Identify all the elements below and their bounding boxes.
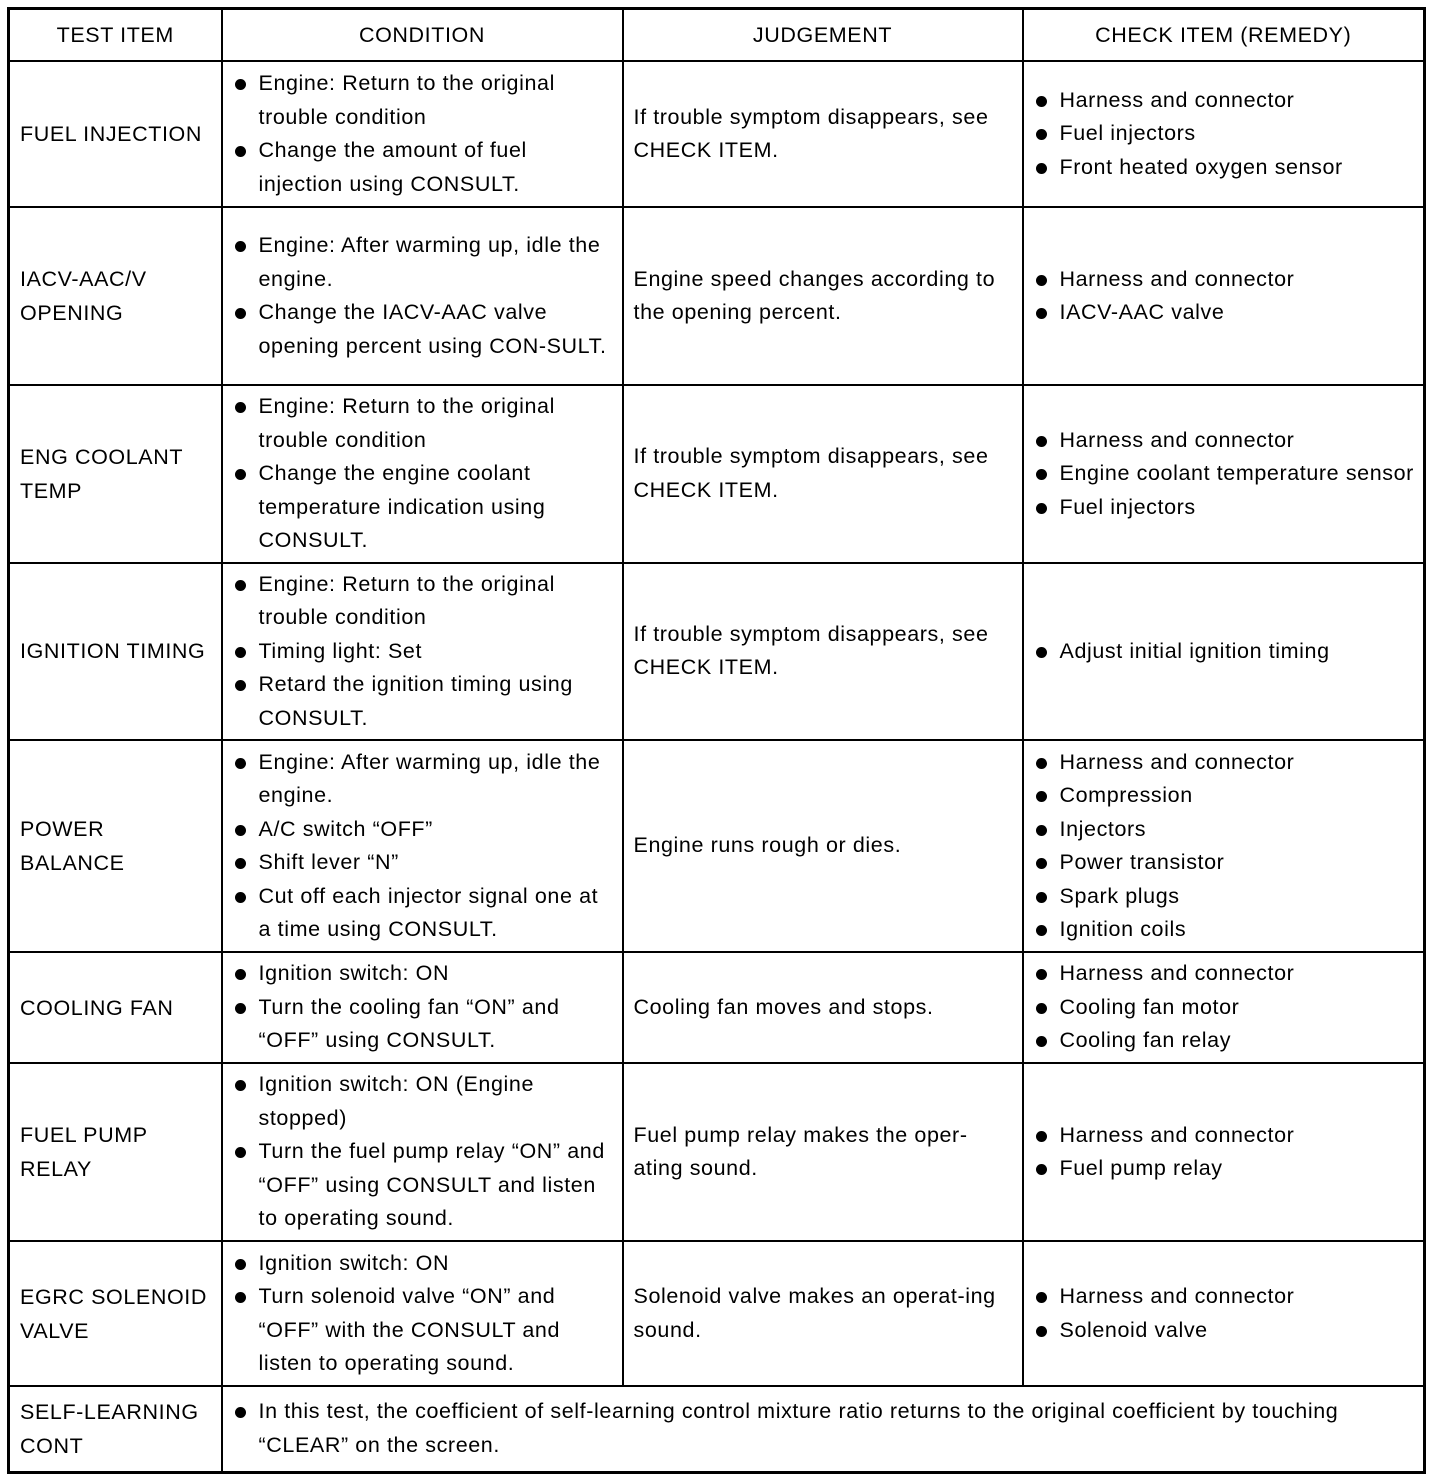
check-item-cell	[1023, 207, 1425, 385]
judgement-cell: Cooling fan moves and stops.	[623, 952, 1023, 1063]
judgement-cell: Solenoid valve makes an operat-ing sound.	[623, 1241, 1023, 1386]
condition-item: Change the engine coolant temperature indication using CONSULT.	[233, 457, 616, 558]
table-row	[9, 207, 1425, 385]
condition-item: Shift lever “N”	[233, 846, 616, 880]
condition-item: Retard the ignition timing using CONSULT.	[233, 668, 616, 735]
condition-list	[233, 957, 616, 1058]
condition-list	[233, 1395, 1418, 1462]
test-item-label: IACV-AAC/V	[20, 267, 147, 291]
condition-cell	[222, 1241, 623, 1386]
header-row	[9, 9, 1425, 62]
check-item: Harness and connector	[1034, 746, 1418, 780]
header-condition: CONDITION	[222, 9, 623, 62]
test-item-label: ENG COOLANT	[20, 444, 184, 469]
condition-cell	[222, 740, 623, 952]
condition-list	[233, 390, 616, 558]
test-item-label: VALVE	[20, 1318, 90, 1343]
check-item: Harness and connector	[1034, 84, 1418, 118]
condition-item: A/C switch “OFF”	[233, 813, 616, 847]
test-item-cell	[9, 61, 222, 207]
condition-list	[233, 1247, 616, 1381]
check-item: Fuel injectors	[1034, 117, 1418, 151]
condition-item: Engine: After warming up, idle the engine.	[233, 229, 616, 296]
judgement-cell: If trouble symptom disappears, see CHECK ITEM.	[623, 385, 1023, 563]
check-item: Fuel injectors	[1034, 491, 1418, 525]
check-item-cell	[1023, 1063, 1425, 1241]
test-item-cell	[9, 740, 222, 952]
condition-item: Change the amount of fuel injection using CONSULT.	[233, 134, 616, 201]
test-item-cell	[9, 1241, 222, 1386]
check-item: Front heated oxygen sensor	[1034, 151, 1418, 185]
check-list	[1034, 263, 1418, 330]
check-item: Harness and connector	[1034, 1280, 1418, 1314]
header-check-item: CHECK ITEM (REMEDY)	[1023, 9, 1425, 62]
table-row	[9, 952, 1425, 1063]
check-item: Fuel pump relay	[1034, 1152, 1418, 1186]
condition-list	[233, 568, 616, 736]
check-list	[1034, 746, 1418, 947]
condition-list	[233, 67, 616, 201]
condition-item: Ignition switch: ON	[233, 1247, 616, 1281]
test-item-label: POWER	[20, 817, 105, 841]
test-item-label: TEMP	[20, 478, 83, 503]
check-item: Adjust initial ignition timing	[1034, 635, 1418, 669]
check-item: Injectors	[1034, 813, 1418, 847]
condition-cell	[222, 1386, 1425, 1472]
check-item: Harness and connector	[1034, 263, 1418, 297]
condition-list	[233, 229, 616, 363]
check-item: Harness and connector	[1034, 1119, 1418, 1153]
test-item-cell	[9, 1063, 222, 1241]
check-item-cell	[1023, 740, 1425, 952]
judgement-cell: If trouble symptom disappears, see CHECK ITEM.	[623, 563, 1023, 741]
check-item: Compression	[1034, 779, 1418, 813]
condition-list	[233, 746, 616, 947]
condition-item: Engine: Return to the original trouble condition	[233, 568, 616, 635]
condition-item: Cut off each injector signal one at a time using CONSULT.	[233, 880, 616, 947]
table-row	[9, 61, 1425, 207]
table-row	[9, 1241, 1425, 1386]
condition-item: Engine: Return to the original trouble condition	[233, 67, 616, 134]
check-item: Spark plugs	[1034, 880, 1418, 914]
condition-cell	[222, 61, 623, 207]
check-item-cell	[1023, 61, 1425, 207]
check-item: Engine coolant temperature sensor	[1034, 457, 1418, 491]
check-item: Cooling fan motor	[1034, 991, 1418, 1025]
condition-item: Ignition switch: ON	[233, 957, 616, 991]
check-item-cell	[1023, 563, 1425, 741]
condition-item: Engine: After warming up, idle the engine.	[233, 746, 616, 813]
test-item-cell	[9, 952, 222, 1063]
condition-item: Turn solenoid valve “ON” and “OFF” with the CONSULT and listen to operating sound.	[233, 1280, 616, 1381]
check-item: Cooling fan relay	[1034, 1024, 1418, 1058]
condition-item: Timing light: Set	[233, 635, 616, 669]
check-item: Harness and connector	[1034, 424, 1418, 458]
condition-item: Engine: Return to the original trouble condition	[233, 390, 616, 457]
judgement-cell: If trouble symptom disappears, see CHECK ITEM.	[623, 61, 1023, 207]
test-item-label: EGRC SOLENOID	[20, 1284, 208, 1309]
check-item-cell	[1023, 952, 1425, 1063]
check-item: Power transistor	[1034, 846, 1418, 880]
active-test-table	[7, 7, 1426, 1474]
judgement-cell: Fuel pump relay makes the oper-ating sound.	[623, 1063, 1023, 1241]
condition-item: Ignition switch: ON (Engine stopped)	[233, 1068, 616, 1135]
judgement-cell: Engine runs rough or dies.	[623, 740, 1023, 952]
table-row	[9, 740, 1425, 952]
condition-cell	[222, 563, 623, 741]
test-item-label: RELAY	[20, 1157, 92, 1181]
test-item-label: FUEL INJECTION	[20, 122, 203, 146]
header-test-item: TEST ITEM	[9, 9, 222, 62]
test-item-label: OPENING	[20, 301, 124, 325]
test-item-label: IGNITION TIMING	[20, 639, 206, 664]
check-item: Ignition coils	[1034, 913, 1418, 947]
check-list	[1034, 957, 1418, 1058]
test-item-label: COOLING FAN	[20, 995, 174, 1020]
condition-cell	[222, 1063, 623, 1241]
check-item: Solenoid valve	[1034, 1314, 1418, 1348]
table-row	[9, 563, 1425, 741]
test-item-cell	[9, 207, 222, 385]
table-row	[9, 1063, 1425, 1241]
check-item: IACV-AAC valve	[1034, 296, 1418, 330]
condition-item: Change the IACV-AAC valve opening percent using CON-SULT.	[233, 296, 616, 363]
check-list	[1034, 635, 1418, 669]
condition-list	[233, 1068, 616, 1236]
test-item-label: BALANCE	[20, 851, 125, 875]
check-list	[1034, 1119, 1418, 1186]
condition-cell	[222, 952, 623, 1063]
check-item-cell	[1023, 385, 1425, 563]
judgement-cell: Engine speed changes according to the opening percent.	[623, 207, 1023, 385]
test-item-label: SELF-LEARNING	[20, 1399, 199, 1424]
header-judgement: JUDGEMENT	[623, 9, 1023, 62]
check-item-cell	[1023, 1241, 1425, 1386]
test-item-cell	[9, 563, 222, 741]
check-item: Harness and connector	[1034, 957, 1418, 991]
condition-cell	[222, 385, 623, 563]
check-list	[1034, 1280, 1418, 1347]
condition-item: Turn the fuel pump relay “ON” and “OFF” using CONSULT and listen to operating sound.	[233, 1135, 616, 1236]
test-item-label: CONT	[20, 1433, 84, 1458]
condition-item: Turn the cooling fan “ON” and “OFF” using CONSULT.	[233, 991, 616, 1058]
table-row	[9, 385, 1425, 563]
table-row	[9, 1386, 1425, 1472]
test-item-label: FUEL PUMP	[20, 1123, 148, 1147]
check-list	[1034, 424, 1418, 525]
condition-item: In this test, the coefficient of self-learning control mixture ratio returns to the original coefficient by touching “CLEAR” on the screen.	[233, 1395, 1418, 1462]
condition-cell	[222, 207, 623, 385]
test-item-cell	[9, 385, 222, 563]
test-item-cell	[9, 1386, 222, 1472]
check-list	[1034, 84, 1418, 185]
